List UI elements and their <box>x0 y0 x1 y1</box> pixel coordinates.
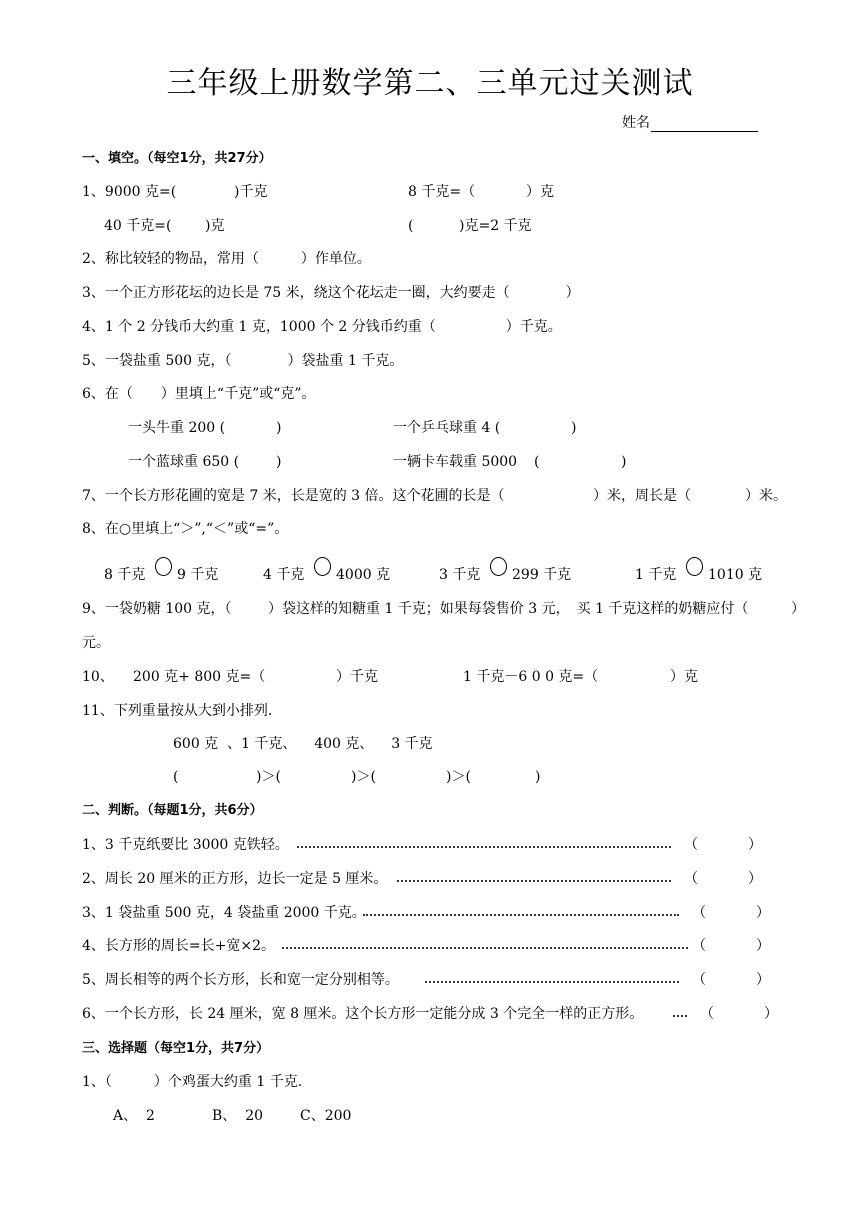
q9-part-d: 元。 <box>82 635 110 651</box>
question-6-stem: 6、在（ ）里填上“千克”或“克”。 <box>82 386 316 402</box>
compare-circle[interactable] <box>155 557 172 576</box>
q11-paren-open: ( <box>173 769 179 785</box>
q6-c-left: 一个蓝球重 650 ( <box>128 454 240 470</box>
q10-a-left: 200 克+ 800 克=（ <box>133 669 266 685</box>
q7-part-b: ）米，周长是（ <box>593 488 691 504</box>
q6-b-left: 一个乒乓球重 4 ( <box>393 420 501 436</box>
q6-c-right: ) <box>276 454 282 470</box>
judge-item-5: 5、周长相等的两个长方形，长和宽一定分别相等。 <box>82 972 399 988</box>
q11-gt-1: )＞( <box>256 769 281 785</box>
q11-items: 600 克 、1 千克、 400 克、 3 千克 <box>173 736 433 752</box>
choice-option-a[interactable]: A、 2 <box>113 1108 155 1124</box>
q9-part-c: ） <box>791 601 805 617</box>
q8-item-1-right: 9 千克 <box>177 567 219 583</box>
compare-circle[interactable] <box>686 557 703 576</box>
name-label: 姓名 <box>622 115 650 131</box>
q1-c-left: 40 千克=( <box>104 218 172 234</box>
q1-d-left: ( <box>408 218 414 234</box>
choice-question-1: 1、（ ）个鸡蛋大约重 1 千克. <box>82 1074 303 1090</box>
q6-d-open: ( <box>534 454 540 470</box>
q10-b-right: ）克 <box>670 669 698 685</box>
q1-c-right: )克 <box>205 218 225 234</box>
leader-dots <box>397 880 671 882</box>
judge-item-4: 4、长方形的周长=长+宽×2。 <box>82 938 276 954</box>
q1-d-right: )克=2 千克 <box>459 218 532 234</box>
judge-paren-open: （ <box>700 1006 714 1022</box>
q1-b-left: 8 千克=（ <box>408 184 476 200</box>
q7-part-c: ）米。 <box>745 488 787 504</box>
judge-paren-close: ） <box>756 905 770 921</box>
judge-paren-open: （ <box>692 972 706 988</box>
q8-item-4-left: 1 千克 <box>635 567 677 583</box>
q8-item-3-right: 299 千克 <box>512 567 572 583</box>
q6-d-left: 一辆卡车载重 5000 <box>393 454 518 470</box>
leader-dots <box>297 846 671 848</box>
judge-item-3: 3、1 袋盐重 500 克，4 袋盐重 2000 千克。 <box>82 905 366 921</box>
q6-a-right: ) <box>276 420 282 436</box>
q8-item-2-right: 4000 克 <box>336 567 391 583</box>
question-4: 4、1 个 2 分钱币大约重 1 克，1000 个 2 分钱币约重（ ）千克。 <box>82 319 562 335</box>
judge-paren-open: （ <box>684 837 698 853</box>
leader-dots <box>282 947 688 949</box>
leader-dots <box>673 1015 687 1017</box>
judge-paren-close: ） <box>756 938 770 954</box>
question-8-stem: 8、在○里填上“＞”,“＜”或“=”。 <box>82 521 289 537</box>
q8-item-2-left: 4 千克 <box>263 567 305 583</box>
q8-item-3-left: 3 千克 <box>439 567 481 583</box>
q10-number: 10、 <box>82 669 114 685</box>
judge-item-6: 6、一个长方形，长 24 厘米，宽 8 厘米。这个长方形一定能分成 3 个完全一样的正方形。 <box>82 1006 644 1022</box>
q1-b-right: ）克 <box>526 184 554 200</box>
choice-option-c[interactable]: C、200 <box>300 1108 352 1124</box>
question-5: 5、一袋盐重 500 克，（ ）袋盐重 1 千克。 <box>82 353 404 369</box>
judge-paren-close: ） <box>748 871 762 887</box>
q11-gt-2: )＞( <box>351 769 376 785</box>
question-11-stem: 11、下列重量按从大到小排列. <box>82 703 273 719</box>
q1-a-right: )千克 <box>234 184 268 200</box>
compare-circle[interactable] <box>314 557 331 576</box>
section2-header: 二、判断。（每题1分，共6分） <box>82 803 263 818</box>
q8-item-1-left: 8 千克 <box>104 567 146 583</box>
q10-b-left: 1 千克－6 0 0 克=（ <box>463 669 599 685</box>
q10-a-right: ）千克 <box>336 669 378 685</box>
question-3: 3、一个正方形花坛的边长是 75 米，绕这个花坛走一圈，大约要走（ ） <box>82 285 580 301</box>
q6-a-left: 一头牛重 200 ( <box>128 420 226 436</box>
judge-paren-open: （ <box>692 905 706 921</box>
question-2: 2、称比较轻的物品，常用（ ）作单位。 <box>82 251 371 267</box>
judge-paren-open: （ <box>684 871 698 887</box>
judge-paren-close: ） <box>756 972 770 988</box>
leader-dots <box>363 914 679 916</box>
name-blank[interactable] <box>651 131 758 132</box>
leader-dots <box>425 981 679 983</box>
q7-part-a: 7、一个长方形花圃的宽是 7 米，长是宽的 3 倍。这个花圃的长是（ <box>82 488 505 504</box>
q6-b-right: ) <box>571 420 577 436</box>
page-title: 三年级上册数学第二、三单元过关测试 <box>166 66 694 101</box>
judge-item-2: 2、周长 20 厘米的正方形，边长一定是 5 厘米。 <box>82 871 388 887</box>
judge-paren-close: ） <box>764 1006 778 1022</box>
compare-circle[interactable] <box>490 557 507 576</box>
section3-header: 三、选择题（每空1分，共7分） <box>82 1041 270 1056</box>
judge-item-1: 1、3 千克纸要比 3000 克铁轻。 <box>82 837 289 853</box>
q6-d-close: ) <box>621 454 627 470</box>
q11-gt-3: )＞( <box>446 769 471 785</box>
section1-header: 一、填空。（每空1分，共27分） <box>82 151 272 166</box>
q9-part-a: 9、一袋奶糖 100 克，（ <box>82 601 232 617</box>
judge-paren-open: （ <box>692 938 706 954</box>
q8-item-4-right: 1010 克 <box>708 567 763 583</box>
choice-option-b[interactable]: B、 20 <box>212 1108 264 1124</box>
q1-a-left: 1、9000 克=( <box>82 184 177 200</box>
q11-paren-close: ) <box>535 769 541 785</box>
q9-part-b: ）袋这样的知糖重 1 千克；如果每袋售价 3 元， 买 1 千克这样的奶糖应付（ <box>268 601 749 617</box>
judge-paren-close: ） <box>748 837 762 853</box>
